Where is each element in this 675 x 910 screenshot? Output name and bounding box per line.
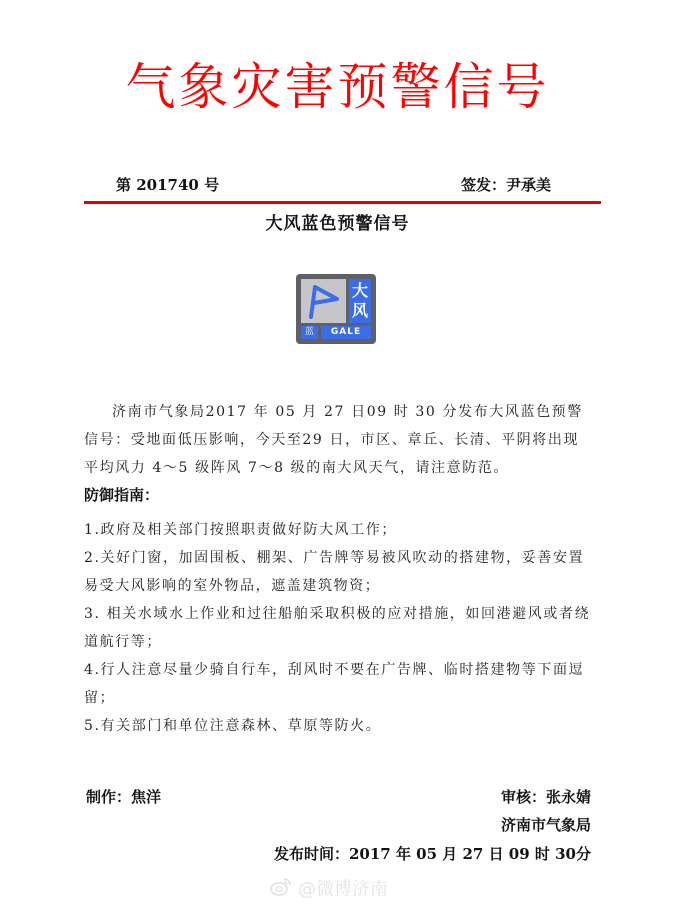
guide-item: 3. 相关水域水上作业和过往船舶采取积极的应对措施，如回港避风或者绕道航行等； [84,606,591,650]
red-divider [84,201,601,204]
gale-blue-warning-icon [296,274,376,344]
flag-icon [301,279,346,323]
signal-char-1: 大 [351,281,368,300]
publish-time: 发布时间：2017 年 05 月 27 日 09 时 30分 [273,845,591,863]
signal-level-label: 蓝 [301,326,318,339]
reviewer: 审核：张永婧 [500,788,591,806]
guide-item: 1.政府及相关部门按照职责做好防大风工作； [84,522,397,538]
signal-type-label [349,279,371,323]
maker: 制作：焦洋 [86,788,162,806]
signal-char-2: 风 [351,301,368,320]
signer: 签发：尹承美 [461,176,552,194]
warning-intro-paragraph: 济南市气象局2017 年 05 月 27 日09 时 30 分发布大风蓝色预警信号：受地面低压影响，今天至29 日，市区、章丘、长清、平阴将出现平均风力 4～5 级阵风 7～8 级的南大风天气，请注意防范。 [84,404,583,476]
main-title: 气象灾害预警信号 [125,58,550,116]
guide-item: 5.有关部门和单位注意森林、草原等防火。 [84,718,382,734]
weibo-logo-icon [270,876,292,901]
guide-item: 2.关好门窗，加固围板、棚架、广告牌等易被风吹动的搭建物，妥善安置易受大风影响的室外物品，遮盖建筑物资； [84,550,585,594]
warning-title: 大风蓝色预警信号 [265,214,410,234]
guide-item: 4.行人注意尽量少骑自行车，刮风时不要在广告牌、临时搭建物等下面逗留； [84,662,585,706]
document-number: 第 201740 号 [116,176,220,194]
issuing-organization: 济南市气象局 [500,816,591,834]
guide-list [84,516,594,740]
watermark [270,875,388,901]
watermark-text: @微博济南 [298,879,388,900]
signal-english-label: GALE [321,326,371,339]
guide-heading: 防御指南： [84,486,160,504]
